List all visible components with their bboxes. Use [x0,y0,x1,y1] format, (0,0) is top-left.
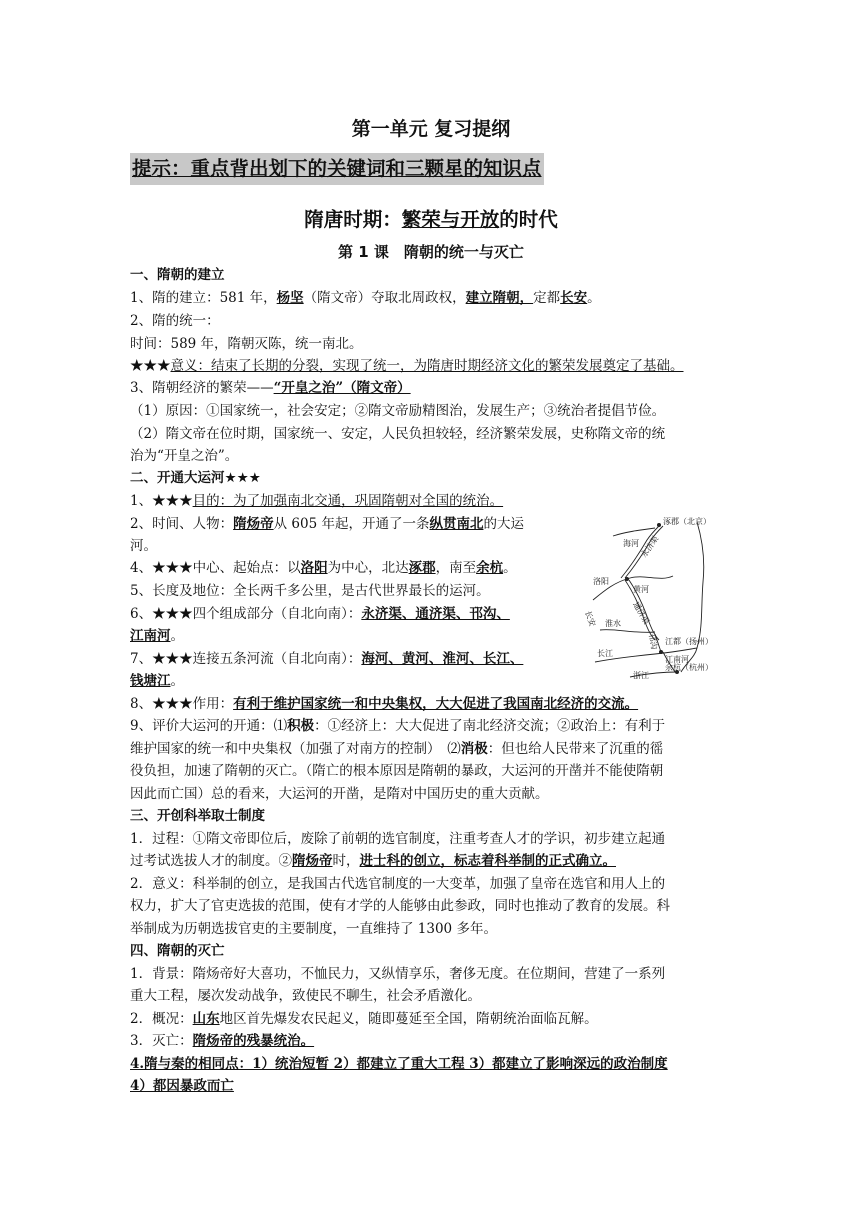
text-line: 权力，扩大了官吏选拔的范围，使有才学的人能够由此参政，同时也推动了教育的发展。科 [130,898,670,914]
text-line: 因此而亡国）总的看来，大运河的开凿，是隋对中国历史的重大贡献。 [130,786,549,802]
text-line: 役负担，加速了隋朝的灭亡。（隋亡的根本原因是隋朝的暴政，大运河的开凿并不能使隋朝 [130,763,664,779]
text-line: 钱塘江。 [130,673,184,689]
luoyang-dot [625,577,629,581]
zhuojun-dot [657,523,661,527]
huanghe-label: 黄河 [633,585,649,594]
text-line: 2．概况：山东地区首先爆发农民起义，随即蔓延至全国，隋朝统治面临瓦解。 [130,1011,598,1027]
text-line: 7、★★★连接五条河流（自北向南）：海河、黄河、淮河、长江、 [130,651,524,667]
text-line: 4、★★★中心、起始点：以洛阳为中心，北达涿郡，南至余杭。 [130,560,517,576]
luoyang-label: 洛阳 [593,577,609,586]
section-heading: 四、隋朝的灭亡 [130,943,225,959]
text-line: 过考试选拔人才的制度。②隋炀帝时，进士科的创立，标志着科举制的正式确立。 [130,853,616,869]
hint-banner: 提示：重点背出划下的关键词和三颗星的知识点 [130,153,544,185]
hangou-label: 邗沟 [647,632,659,651]
hai-river-line [613,528,655,536]
lesson-title: 第 1 课 隋朝的统一与灭亡 [338,243,524,261]
text-line: 时间：589 年，隋朝灭陈，统一南北。 [130,336,363,352]
text-line: 5、长度及地位：全长两千多公里，是古代世界最长的运河。 [130,583,490,599]
huaishui-label: 淮水 [605,619,621,628]
unit-title: 第一单元 复习提纲 [351,118,511,140]
haihe-label: 海河 [623,539,639,548]
grand-canal-map [585,512,735,682]
changan-label: 长安 [583,609,598,628]
section-heading: 三、开创科举取士制度 [130,808,265,824]
text-line: （1）原因：①国家统一，社会安定；②隋文帝励精图治，发展生产；③统治者提倡节俭。 [130,403,666,419]
text-line: 6、★★★四个组成部分（自北向南）：永济渠、通济渠、邗沟、 [130,606,510,622]
text-line: 9、评价大运河的开通：⑴积极：①经济上：大大促进了南北经济交流；②政治上：有利于 [130,718,666,734]
yuhang-label: 余杭（杭州） [665,663,713,672]
text-line: 4）都因暴政而亡 [130,1078,234,1094]
text-line: 4.隋与秦的相同点：1）统治短暂 2）都建立了重大工程 3）都建立了影响深远的政治制度 [130,1056,668,1072]
text-line: 河。 [130,538,157,554]
jiangdu-dot [659,650,663,654]
text-line: 2、隋的统一： [130,313,220,329]
text-line: 3、隋朝经济的繁荣——“开皇之治”（隋文帝） [130,380,411,396]
jiangdu-label: 江都（扬州） [665,637,713,646]
zhuojun-label: 涿郡（北京） [663,517,711,526]
tongjiqu-label: 通济渠 [631,600,652,626]
text-line: ★★★意义：结束了长期的分裂，实现了统一，为隋唐时期经济文化的繁荣发展奠定了基础。 [130,358,684,374]
period-title: 隋唐时期：繁荣与开放的时代 [304,208,558,231]
text-line: 2．意义：科举制的创立，是我国古代选官制度的一大变革，加强了皇帝在选官和用人上的 [130,876,666,892]
text-line: 治为“开皇之治”。 [130,448,239,464]
text-line: 江南河。 [130,628,184,644]
text-line: 3．灭亡：隋炀帝的残暴统治。 [130,1033,315,1049]
zhejiang-label: 浙江 [633,671,649,680]
jiangnanhe-label: 江南河 [665,655,689,664]
text-line: 1、隋的建立：581 年，杨坚（隋文帝）夺取北周政权，建立隋朝，定都长安。 [130,290,601,306]
yongjiqu-label: 永济渠 [639,534,661,560]
text-line: 重大工程，屡次发动战争，致使民不聊生，社会矛盾激化。 [130,988,481,1004]
text-line: 2、时间、人物：隋炀帝从 605 年起，开通了一条纵贯南北的大运 [130,516,524,532]
text-line: 1．过程：①隋文帝即位后，废除了前朝的选官制度，注重考查人才的学识，初步建立起通 [130,831,666,847]
changjiang-label: 长江 [597,649,613,658]
text-line: 1．背景：隋炀帝好大喜功，不恤民力，又纵情享乐，奢侈无度。在位期间，营建了一系列 [130,966,666,982]
section-heading: 一、隋朝的建立 [130,267,225,283]
text-line: 8、★★★作用：有利于维护国家统一和中央集权，大大促进了我国南北经济的交流。 [130,696,639,712]
section-heading: 二、开通大运河★★★ [130,470,261,486]
text-line: 举制成为历朝选拔官吏的主要制度，一直维持了 1300 多年。 [130,921,497,937]
text-line: 1、★★★目的：为了加强南北交通，巩固隋朝对全国的统治。 [130,493,504,509]
text-line: 维护国家的统一和中央集权（加强了对南方的控制） ⑵消极：但也给人民带来了沉重的徭 [130,741,664,757]
text-line: （2）隋文帝在位时期，国家统一、安定，人民负担较轻，经济繁荣发展，史称隋文帝的统 [130,426,666,442]
